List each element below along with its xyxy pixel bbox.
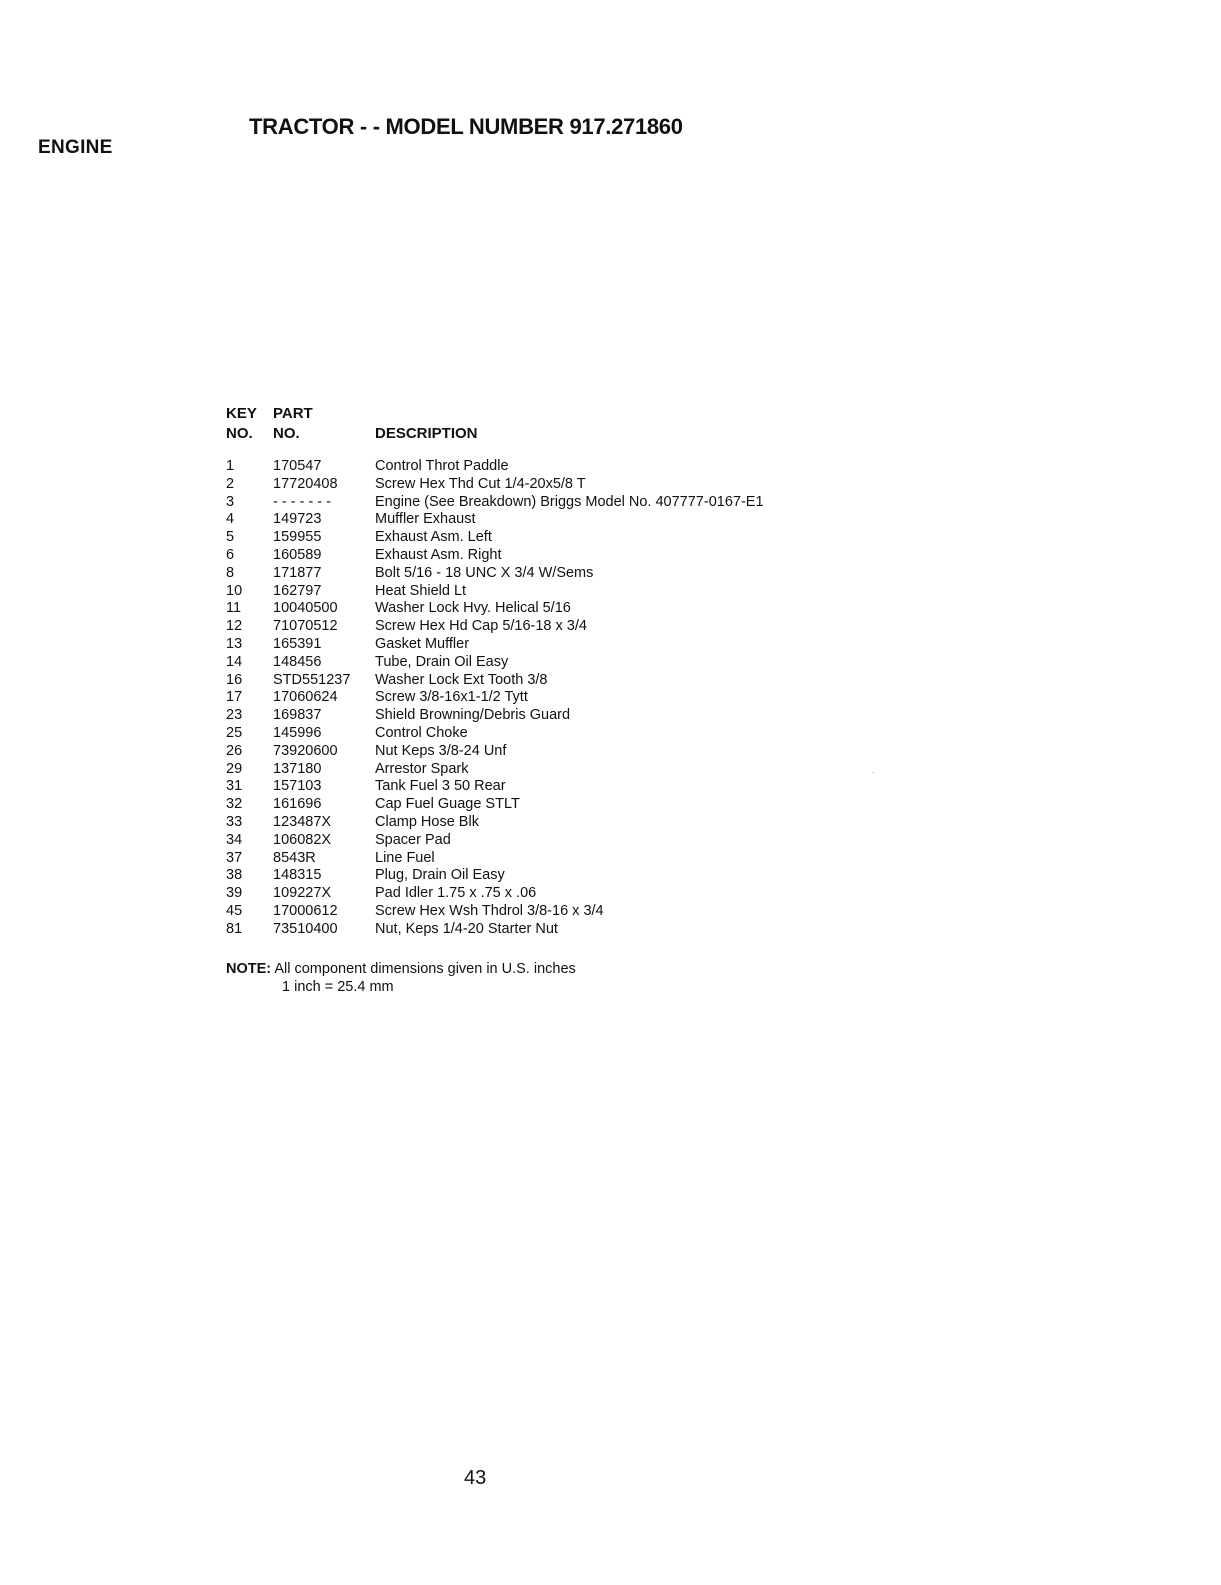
description-cell: Spacer Pad bbox=[375, 831, 451, 848]
part-no-cell: 109227X bbox=[273, 885, 332, 902]
table-row bbox=[226, 903, 764, 921]
part-no-cell: 169837 bbox=[273, 707, 322, 724]
header-key-line2: NO. bbox=[226, 425, 253, 442]
part-no-cell: 17060624 bbox=[273, 689, 338, 706]
part-no-cell: 71070512 bbox=[273, 618, 338, 635]
description-cell: Screw Hex Hd Cap 5/16-18 x 3/4 bbox=[375, 618, 587, 635]
part-no-cell: 8543R bbox=[273, 849, 316, 866]
description-cell: Control Throt Paddle bbox=[375, 458, 509, 474]
table-row bbox=[226, 761, 764, 779]
table-row bbox=[226, 725, 764, 743]
stray-mark bbox=[873, 772, 874, 773]
key-no-cell: 14 bbox=[226, 653, 243, 670]
section-label: ENGINE bbox=[38, 137, 113, 158]
header-part-line1: PART bbox=[273, 405, 313, 422]
table-row bbox=[226, 672, 764, 690]
description-cell: Gasket Muffler bbox=[375, 635, 470, 652]
description-cell: Tank Fuel 3 50 Rear bbox=[375, 778, 506, 795]
part-no-cell: 148315 bbox=[273, 867, 322, 884]
table-row bbox=[226, 689, 764, 707]
key-no-cell: 1 bbox=[226, 458, 235, 474]
key-no-cell: 3 bbox=[226, 493, 235, 510]
note-label: NOTE: bbox=[226, 961, 272, 977]
part-no-cell: 10040500 bbox=[273, 600, 338, 617]
description-cell: Control Choke bbox=[375, 724, 468, 741]
description-cell: Screw Hex Thd Cut 1/4-20x5/8 T bbox=[375, 475, 586, 492]
key-no-cell: 32 bbox=[226, 796, 243, 813]
table-row bbox=[226, 814, 764, 832]
key-no-cell: 37 bbox=[226, 849, 243, 866]
description-cell: Pad Idler 1.75 x .75 x .06 bbox=[375, 885, 537, 902]
part-no-cell: 106082X bbox=[273, 831, 332, 848]
part-no-cell: 73510400 bbox=[273, 920, 338, 937]
description-cell: Nut Keps 3/8-24 Unf bbox=[375, 742, 507, 759]
table-row bbox=[226, 458, 764, 476]
table-row bbox=[226, 529, 764, 547]
key-no-cell: 39 bbox=[226, 885, 243, 902]
parts-rows bbox=[226, 458, 764, 939]
table-header bbox=[226, 404, 764, 444]
description-cell: Cap Fuel Guage STLT bbox=[375, 796, 520, 813]
part-no-cell: 165391 bbox=[273, 635, 322, 652]
page-title: TRACTOR - - MODEL NUMBER 917.271860 bbox=[249, 114, 683, 139]
part-no-cell: 73920600 bbox=[273, 742, 338, 759]
description-cell: Tube, Drain Oil Easy bbox=[375, 653, 509, 670]
table-row bbox=[226, 850, 764, 868]
part-no-cell: 160589 bbox=[273, 546, 322, 563]
key-no-cell: 8 bbox=[226, 564, 235, 581]
table-row bbox=[226, 796, 764, 814]
note-line2: 1 inch = 25.4 mm bbox=[282, 979, 394, 995]
description-cell: Bolt 5/16 - 18 UNC X 3/4 W/Sems bbox=[375, 564, 594, 581]
header-part-line2: NO. bbox=[273, 425, 300, 442]
part-no-cell: STD551237 bbox=[273, 671, 351, 688]
part-no-cell: 171877 bbox=[273, 564, 322, 581]
key-no-cell: 25 bbox=[226, 724, 243, 741]
key-no-cell: 4 bbox=[226, 511, 235, 528]
description-cell: Screw Hex Wsh Thdrol 3/8-16 x 3/4 bbox=[375, 902, 604, 919]
header-key-line1: KEY bbox=[226, 405, 257, 422]
key-no-cell: 11 bbox=[226, 600, 242, 617]
description-cell: Exhaust Asm. Left bbox=[375, 529, 492, 546]
part-no-cell: 162797 bbox=[273, 582, 322, 599]
description-cell: Nut, Keps 1/4-20 Starter Nut bbox=[375, 920, 558, 937]
key-no-cell: 6 bbox=[226, 546, 235, 563]
key-no-cell: 2 bbox=[226, 475, 235, 492]
part-no-cell: - - - - - - - bbox=[273, 493, 331, 510]
description-cell: Line Fuel bbox=[375, 849, 435, 866]
part-no-cell: 145996 bbox=[273, 724, 322, 741]
description-cell: Washer Lock Ext Tooth 3/8 bbox=[375, 671, 548, 688]
description-cell: Arrestor Spark bbox=[375, 760, 469, 777]
page-number: 43 bbox=[464, 1467, 487, 1489]
table-row bbox=[226, 600, 764, 618]
table-row bbox=[226, 654, 764, 672]
description-cell: Clamp Hose Blk bbox=[375, 813, 479, 830]
key-no-cell: 33 bbox=[226, 813, 243, 830]
key-no-cell: 5 bbox=[226, 529, 235, 546]
part-no-cell: 161696 bbox=[273, 796, 322, 813]
part-no-cell: 148456 bbox=[273, 653, 322, 670]
table-row bbox=[226, 494, 764, 512]
note bbox=[226, 960, 576, 996]
table-row bbox=[226, 832, 764, 850]
key-no-cell: 81 bbox=[226, 920, 243, 937]
description-cell: Exhaust Asm. Right bbox=[375, 546, 502, 563]
key-no-cell: 10 bbox=[226, 582, 243, 599]
table-row bbox=[226, 476, 764, 494]
key-no-cell: 26 bbox=[226, 742, 243, 759]
table-row bbox=[226, 583, 764, 601]
key-no-cell: 12 bbox=[226, 618, 243, 635]
description-cell: Engine (See Breakdown) Briggs Model No. 407777-0167-E1 bbox=[375, 493, 764, 510]
key-no-cell: 29 bbox=[226, 760, 243, 777]
description-cell: Plug, Drain Oil Easy bbox=[375, 867, 505, 884]
table-row bbox=[226, 743, 764, 761]
table-row bbox=[226, 511, 764, 529]
key-no-cell: 17 bbox=[226, 689, 243, 706]
key-no-cell: 16 bbox=[226, 671, 243, 688]
part-no-cell: 17000612 bbox=[273, 902, 338, 919]
header-description: DESCRIPTION bbox=[375, 425, 478, 442]
table-row bbox=[226, 921, 764, 939]
table-row bbox=[226, 885, 764, 903]
key-no-cell: 13 bbox=[226, 635, 243, 652]
description-cell: Washer Lock Hvy. Helical 5/16 bbox=[375, 600, 571, 617]
table-row bbox=[226, 778, 764, 796]
key-no-cell: 23 bbox=[226, 707, 243, 724]
note-line1: All component dimensions given in U.S. inches bbox=[274, 961, 576, 977]
part-no-cell: 170547 bbox=[273, 458, 322, 474]
table-row bbox=[226, 547, 764, 565]
table-row bbox=[226, 618, 764, 636]
part-no-cell: 137180 bbox=[273, 760, 322, 777]
description-cell: Muffler Exhaust bbox=[375, 511, 476, 528]
description-cell: Shield Browning/Debris Guard bbox=[375, 707, 571, 724]
table-row bbox=[226, 867, 764, 885]
description-cell: Screw 3/8-16x1-1/2 Tytt bbox=[375, 689, 528, 706]
key-no-cell: 31 bbox=[226, 778, 243, 795]
key-no-cell: 34 bbox=[226, 831, 243, 848]
table-row bbox=[226, 636, 764, 654]
part-no-cell: 123487X bbox=[273, 813, 332, 830]
key-no-cell: 38 bbox=[226, 867, 243, 884]
table-row bbox=[226, 707, 764, 725]
part-no-cell: 159955 bbox=[273, 529, 322, 546]
part-no-cell: 157103 bbox=[273, 778, 322, 795]
description-cell: Heat Shield Lt bbox=[375, 582, 467, 599]
part-no-cell: 149723 bbox=[273, 511, 322, 528]
parts-list bbox=[226, 404, 764, 939]
part-no-cell: 17720408 bbox=[273, 475, 338, 492]
table-row bbox=[226, 565, 764, 583]
key-no-cell: 45 bbox=[226, 902, 243, 919]
